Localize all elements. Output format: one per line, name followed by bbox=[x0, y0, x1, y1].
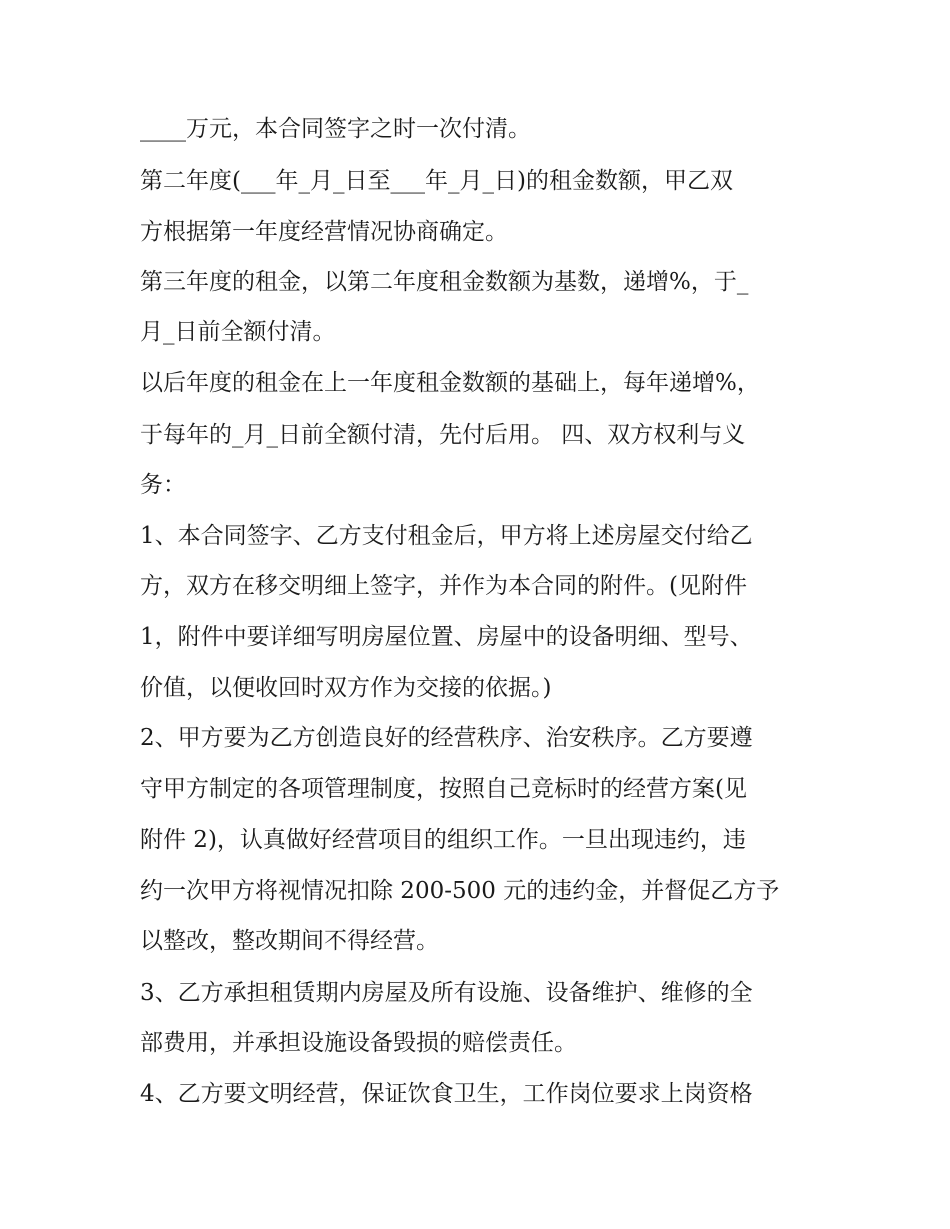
text-line: 于每年的_月_日前全额付清，先付后用。 四、双方权利与义 bbox=[140, 422, 746, 448]
text-line: ____万元，本合同签字之时一次付清。 bbox=[140, 116, 531, 142]
text-line: 附件 2)，认真做好经营项目的组织工作。一旦出现违约，违 bbox=[140, 827, 746, 853]
text-line: 2、甲方要为乙方创造良好的经营秩序、治安秩序。乙方要遵 bbox=[140, 725, 753, 751]
text-line: 方，双方在移交明细上签字，并作为本合同的附件。(见附件 bbox=[140, 573, 747, 599]
text-line: 务： bbox=[140, 472, 186, 498]
text-line: 4、乙方要文明经营，保证饮食卫生，工作岗位要求上岗资格 bbox=[140, 1081, 753, 1107]
text-line: 3、乙方承担租赁期内房屋及所有设施、设备维护、维修的全 bbox=[140, 980, 753, 1006]
text-line: 以整改，整改期间不得经营。 bbox=[140, 928, 439, 954]
text-line: 方根据第一年度经营情况协商确定。 bbox=[140, 219, 508, 245]
text-line: 价值，以便收回时双方作为交接的依据。) bbox=[140, 675, 552, 701]
text-line: 第二年度(___年_月_日至___年_月_日)的租金数额，甲乙双 bbox=[140, 168, 733, 194]
text-line: 1，附件中要详细写明房屋位置、房屋中的设备明细、型号、 bbox=[140, 624, 753, 650]
text-line: 部费用，并承担设施设备毁损的赔偿责任。 bbox=[140, 1030, 577, 1056]
text-line: 约一次甲方将视情况扣除 200-500 元的违约金，并督促乙方予 bbox=[140, 878, 780, 904]
text-line: 以后年度的租金在上一年度租金数额的基础上，每年递增%， bbox=[140, 370, 760, 396]
text-line: 守甲方制定的各项管理制度，按照自己竞标时的经营方案(见 bbox=[140, 776, 747, 802]
text-line: 月_日前全额付清。 bbox=[140, 319, 336, 345]
text-line: 1、本合同签字、乙方支付租金后，甲方将上述房屋交付给乙 bbox=[140, 523, 753, 549]
text-line: 第三年度的租金，以第二年度租金数额为基数，递增%，于_ bbox=[140, 269, 749, 295]
